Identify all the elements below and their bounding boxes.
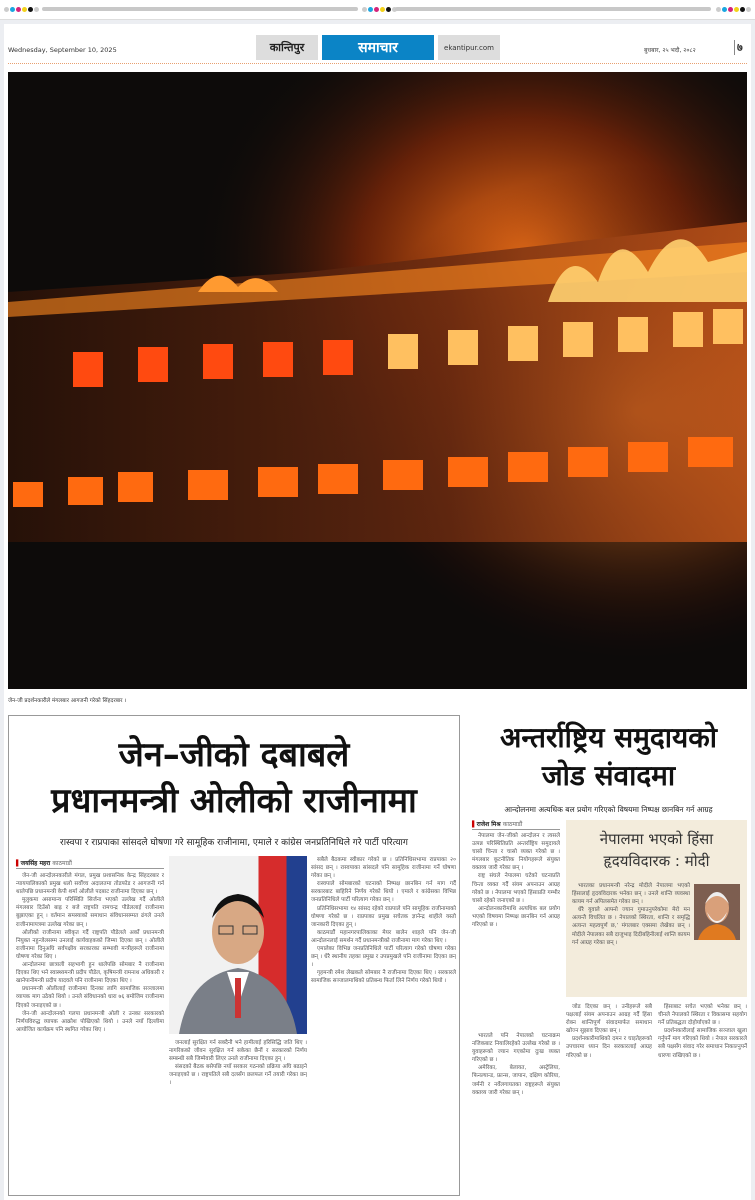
paragraph: रास्वपाले सोमबारको घटनाको निष्पक्ष छानबिन गर्न माग गर्दै सरकारबाट बाहिरिने निर्णय गरेको थियो । एमाले र कांग्रेसका विभिन्न जनप्रतिनिधिले पार्टी परित्याग गरेका छन् ।: [311, 881, 456, 904]
modi-portrait: [694, 884, 740, 940]
headline-line2: जोड संवादमा: [541, 759, 676, 792]
english-date: Wednesday, September 10, 2025: [8, 46, 117, 54]
print-registration-band: [0, 0, 755, 20]
headline-line1: अन्तर्राष्ट्रिय समुदायको: [499, 721, 718, 754]
location: काठमाडौं: [502, 821, 523, 828]
paragraph: प्रदर्शनकारीलाई सामाजिक सञ्जाल खुला गर्नुपर्ने माग गरिएको थियो । नेपाल सरकारले सबै पक्षसँग संवाद गरेर समाधान निकाल्नुपर्ने धारणा राखिएको छ ।: [658, 1028, 747, 1059]
website-link[interactable]: ekantipur.com: [438, 35, 500, 60]
photo-caption: जेन-जी प्रदर्शनकारीले मंगलबार आगजनी गरेको सिंहदरबार ।: [8, 698, 127, 704]
page-number-icon: ७: [734, 40, 744, 55]
story-column-1: [16, 872, 164, 1192]
registration-bar: [42, 7, 358, 11]
story-column-3: [311, 856, 456, 1192]
registration-bar: [395, 7, 711, 11]
oli-portrait[interactable]: [169, 856, 307, 1034]
registration-dots: [4, 6, 39, 12]
story-column-3: [566, 1003, 652, 1193]
modi-sidebar[interactable]: [566, 820, 747, 997]
paragraph: मुलुकमा असामान्य परिस्थिति सिर्जना भएको उल्लेख गर्दै ओलीले मंगलबार दिउँसो बाह्र र बजे राष्ट्रपति रामचन्द्र पौडेललाई राजीनामा बुझाएका हुन् । वर्तमान समस्याको समाधान संविधानसम्मत ढंगले उनले राजीनामापत्रमा उल्लेख गरेका छन् ।: [16, 897, 164, 928]
registration-dots: [362, 6, 397, 12]
paragraph: जनलाई सुरक्षित गर्न सक्दैनौ भने हामीलाई हरिसिद्धि जति थिए । नागरिकको जीवन सुरक्षित गर्न सकेका छैनौं र सरकारको निर्णय सम्बन्धी सबै जिम्मेवारी लिएर उनले राजीनामा दिएका हुन् ।: [169, 1040, 307, 1063]
paragraph: जेन-जी आन्दोलनकारीले मंगल, प्रमुख प्रशासनिक केन्द्र सिंहदरबार र न्यायपालिकाको प्रमुख थलो सर्वोच्च अदालतमा तोडफोड र आगजनी गर्न थालेपछि प्रधानमन्त्री केपी शर्मा ओलीले पदबाट राजीनामा दिएका छन् ।: [16, 873, 164, 896]
section-title: समाचार: [322, 35, 434, 60]
newspaper-page: [4, 24, 751, 1200]
headline-line1: जेन–जीको दबाबले: [118, 735, 350, 775]
story-column-1: [472, 832, 560, 1032]
sidebar-headline-line2: हृदयविदारक : मोदी: [603, 852, 710, 870]
paragraph: ओलीको राजीनामा स्वीकृत गर्दै राष्ट्रपति पौडेलले अर्को प्रधानमन्त्री नियुक्त नहुन्जेलसम्म उनलाई कार्यवाहकको जिम्मा दिएका छन् । ओलीले राजीनामा दिनुअघि सर्वपक्षीय सरकारका सम्भावी मन्त्रीहरूले राजीनामा घोषणा गरेका थिए ।: [16, 929, 164, 960]
location: काठमाडौं: [52, 860, 72, 867]
story-international-community[interactable]: [468, 715, 749, 1196]
story-column-4: [658, 1003, 747, 1193]
fire-photo[interactable]: [8, 72, 747, 689]
paragraph: हिंसाबाट सचेत भएको भनेका छन् । चीनले नेपालको स्थिरता र विकासमा सहयोग गर्ने प्रतिबद्धता दोहोर्याएको छ ।: [658, 1004, 747, 1027]
byline: ▌जयसिंह महरा काठमाडौं: [16, 859, 164, 869]
sidebar-text: [572, 882, 690, 992]
paragraph: नेपालमा जेन-जीको आन्दोलन र त्यसले उत्पन्न परिस्थितिप्रति अन्तर्राष्ट्रिय समुदायले चासो चिन्ता र चासो व्यक्त गरेको छ । मंगलबार कूटनीतिक नियोगहरूले संयुक्त वक्तव्य जारी गरेका छन् ।: [472, 833, 560, 872]
author: राजेश मिश्र: [476, 821, 501, 828]
paragraph: प्रधानमन्त्री ओलीलाई राजीनामा दिनका लागि सामाजिक सञ्जालमा व्यापक माग उठेको थियो । उनले संविधानको धारा ७६ बमोजिम राजीनामा दिएको जनाइएको छ ।: [16, 986, 164, 1009]
headline-line2: प्रधानमन्त्री ओलीको राजीनामा: [51, 781, 417, 821]
paragraph: भारतका प्रधानमन्त्री नरेन्द्र मोदीले नेपालमा भएको हिंसालाई हृदयविदारक भनेका छन् । उनले शान्ति व्यवस्था कायम गर्न अपिलसमेत गरेका छन् ।: [572, 883, 690, 906]
kantipur-logo[interactable]: कान्तिपुर: [256, 35, 318, 60]
sidebar-headline-line1: नेपालमा भएको हिंसा: [599, 830, 714, 848]
story-column-2: [472, 1032, 560, 1194]
registration-dots: [716, 6, 751, 12]
paragraph: एमालेका विभिन्न जनप्रतिनिधिले पार्टी परित्याग गरेको घोषणा गरेका छन् । धेरै स्थानीय तहका प्रमुख र उपप्रमुखले पनि राजीनामा दिएका छन् ।: [311, 946, 456, 969]
paragraph: आन्दोलनमा छात्राली सहभागी हुन थालेपछि सोमबार नै राजीनामा दिएका थिए भने स्वास्थ्यमन्त्री प्रदीप पौडेल, कृषिमन्त्री रामनाथ अधिकारी र खानेपानीमन्त्री प्रदीप यादवले पनि राजीनामा दिएका थिए ।: [16, 962, 164, 985]
paragraph: प्रतिनिधिसभामा १४ सांसद रहेको राप्रपाले पनि सामूहिक राजीनामाको घोषणा गरेको छ । राप्रपाका प्रमुख सचेतक ज्ञानेन्द्र शाहीले यस्तो जानकारी दिएका हुन् ।: [311, 905, 456, 928]
paragraph: भारतले पनि नेपालको घटनाक्रम नजिकबाट नियालिरहेको उल्लेख गरेको छ । युवाहरूको ज्यान गएकोमा दुःख व्यक्त गरिएको छ ।: [472, 1033, 560, 1064]
nepali-date: बुधबार, २५ भदौ, २०८२: [644, 47, 696, 54]
story-oli-resignation[interactable]: [8, 715, 460, 1196]
paragraph: काठमाडौं महानगरपालिकाका मेयर बालेन शाहले पनि जेन-जी आन्दोलनलाई समर्थन गर्दै प्रधानमन्त्रीको राजीनामा माग गरेका थिए ।: [311, 929, 456, 944]
subheadline: रास्वपा र राप्रपाका सांसदले घोषणा गरे सामूहिक राजीनामा, एमाले र कांग्रेस जनप्रतिनिधिले गरे पार्टी परित्याग: [60, 838, 408, 848]
paragraph: धेरै युवाले आफ्नो ज्यान गुमाउनुपरेकोमा मेरो मन अत्यन्तै विचलित छ । नेपालको स्थिरता, शान्ति र समृद्धि अत्यन्त महत्वपूर्ण छ,’ मंगलबार एक्समा लेखेका छन् । मोदीले नेपालका सबै दाजुभाइ दिदीबहिनीलाई शान्ति कायम गर्न आग्रह गरेका छन् ।: [572, 907, 690, 946]
paragraph: संसदको बैठक बसेपछि नयाँ सरकार गठनको प्रक्रिया अघि बढाइने जनाइएको छ । राष्ट्रपतिले सबै दलसँग छलफल गर्ने तयारी गरेका छन् ।: [169, 1064, 307, 1087]
paragraph: जोड दिएका छन् । उनीहरूले सबै पक्षलाई संयम अपनाउन आग्रह गर्दै हिंसा रोक्न शान्तिपूर्ण संवादमार्फत समाधान खोज्न सुझाव दिएका छन् ।: [566, 1004, 652, 1035]
paragraph: राष्ट्र संघले नेपालमा घटेको घटनाप्रति चिन्ता व्यक्त गर्दै संयम अपनाउन आग्रह गरेको छ । नेपालमा भएको हिंसाप्रति गम्भीर चासो रहेको जनाएको छ ।: [472, 873, 560, 904]
story-column-2: [169, 1039, 307, 1193]
byline: ▌राजेश मिश्र काठमाडौं: [472, 820, 560, 830]
paragraph: गृहमन्त्री रमेश लेखकले सोमबार नै राजीनामा दिएका थिए । सरकारले सामाजिक सञ्जालमाथिको प्रतिबन्ध फिर्ता लिने निर्णय गरेको थियो ।: [311, 970, 456, 985]
subheadline: आन्दोलनमा अत्यधिक बल प्रयोग गरिएको विषयमा निष्पक्ष छानबिन गर्न आग्रह: [504, 805, 713, 814]
author: जयसिंह महरा: [20, 860, 51, 867]
paragraph: जेन-जी आन्दोलनको गलपा प्रधानमन्त्री ओली र उनका सरकारको निर्णयविरुद्ध व्यापक आक्रोश पोखिएको थियो । उनले नयाँ दिल्लीमा आयोजित कार्यक्रम पनि स्थगित गरेका थिए ।: [16, 1010, 164, 1033]
paragraph: सबैले बैठकमा स्वीकार गरेको छ । प्रतिनिधिसभामा राप्रपाका २० सांसद छन् । रास्वपाका सांसदले पनि सामूहिक राजीनामा गर्ने घोषणा गरेका छन् ।: [311, 857, 456, 880]
paragraph: अमेरिका, बेलायत, अस्ट्रेलिया, फिनल्यान्ड, फ्रान्स, जापान, दक्षिण कोरिया, जर्मनी र नर्वेलगायतका राष्ट्रहरूले संयुक्त वक्तव्य जारी गरेका छन् ।: [472, 1065, 560, 1096]
paragraph: प्रदर्शनकारीमाथिको दमन र घाइतेहरूको उपचारमा ध्यान दिन सरकारलाई आग्रह गरिएको छ ।: [566, 1036, 652, 1059]
paragraph: आन्दोलनकारीमाथि अत्यधिक बल प्रयोग भएको विषयमा निष्पक्ष छानबिन गर्न आग्रह गरिएको छ ।: [472, 905, 560, 929]
header-divider: [8, 63, 747, 64]
